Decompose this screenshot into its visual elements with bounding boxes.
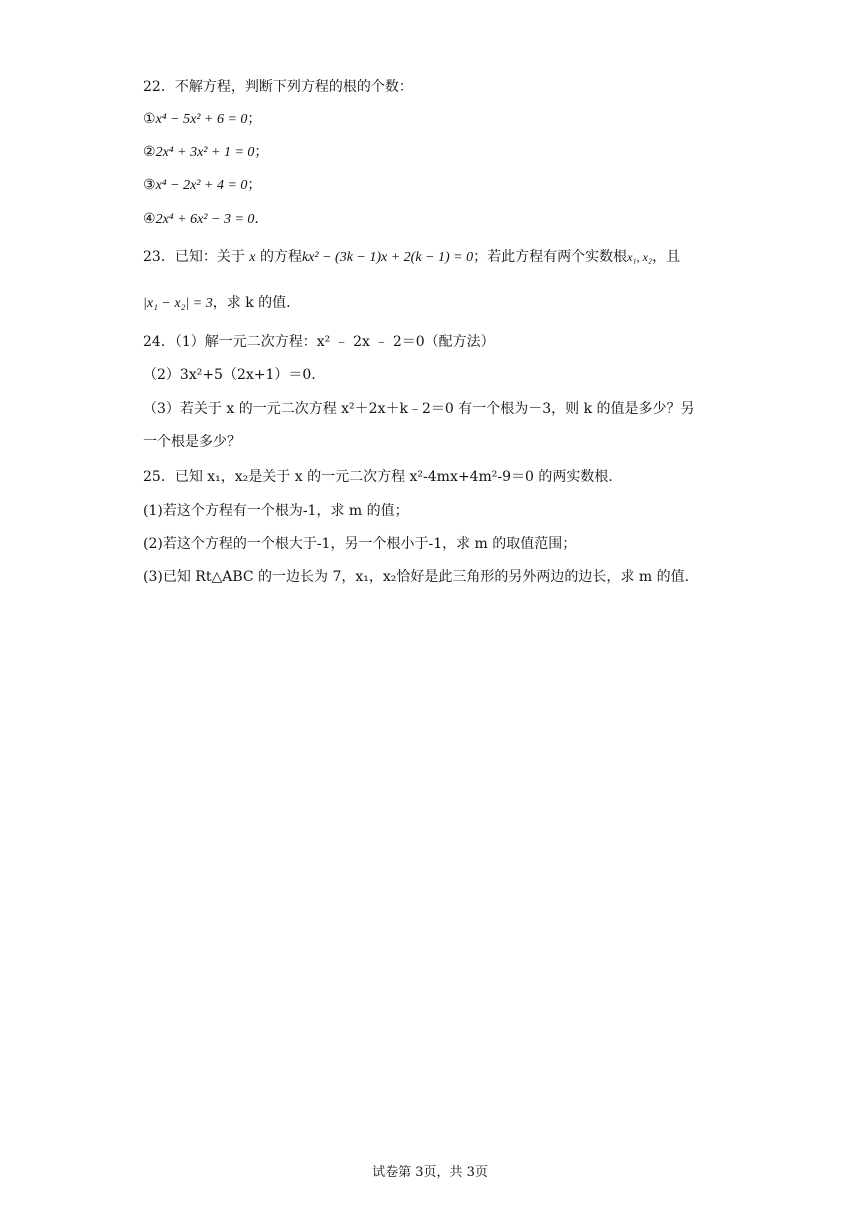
equation: x⁴ − 2x² + 4 = 0 xyxy=(155,178,248,193)
item-number: ③ xyxy=(143,177,156,193)
q25-sub-2: (2)若这个方程的一个根大于-1，另一个根小于-1，求 m 的取值范围； xyxy=(143,536,577,552)
q22-item-4 xyxy=(143,210,268,229)
q22-intro: 22．不解方程，判断下列方程的根的个数： xyxy=(143,79,413,95)
q23-text-d: ，且 xyxy=(652,249,681,265)
item-number: ① xyxy=(143,111,156,127)
item-end: ． xyxy=(254,211,269,227)
page-footer: 试卷第 3页，共 3页 xyxy=(372,1165,488,1180)
equation: x⁴ − 5x² + 6 = 0 xyxy=(155,112,248,127)
q23-text-e: ，求 k 的值. xyxy=(212,295,291,311)
q23-equation: kx² − (3k − 1)x + 2(k − 1) = 0 xyxy=(301,250,474,265)
q22-item-1 xyxy=(143,110,261,129)
equation: 2x⁴ + 6x² − 3 = 0 xyxy=(155,212,255,227)
q23-text-a: 23．已知：关于 xyxy=(143,249,245,265)
q23-text-c: ；若此方程有两个实数根 xyxy=(473,249,628,265)
q25-sub-1: (1)若这个方程有一个根为-1，求 m 的值； xyxy=(143,503,409,519)
q22-item-2 xyxy=(143,143,268,162)
item-end: ； xyxy=(247,177,262,193)
q24-part-1: 24．（1）解一元二次方程：x² ﹣ 2x ﹣ 2＝0（配方法） xyxy=(143,334,495,350)
q23-text-b: 的方程 xyxy=(259,249,302,265)
item-number: ② xyxy=(143,144,156,160)
item-end: ； xyxy=(254,144,269,160)
q24-part-3-line-1: （3）若关于 x 的一元二次方程 x²＋2x＋k﹣2＝0 有一个根为－3，则 k 的值是多少？另 xyxy=(143,401,695,417)
variable-x: x xyxy=(249,250,256,265)
q23-line-2 xyxy=(143,294,291,313)
equation: 2x⁴ + 3x² + 1 = 0 xyxy=(155,145,255,160)
q22-item-3 xyxy=(143,176,261,195)
q23-line-1 xyxy=(143,248,680,267)
q23-roots: x₁, x₂ xyxy=(627,250,653,264)
q25-sub-3: (3)已知 Rt△ABC 的一边长为 7，x₁，x₂恰好是此三角形的另外两边的边长，求 m 的值. xyxy=(143,569,690,585)
item-number: ④ xyxy=(143,211,156,227)
item-end: ； xyxy=(247,111,262,127)
q25-intro: 25．已知 x₁，x₂是关于 x 的一元二次方程 x²-4mx+4m²-9＝0 的两实数根. xyxy=(143,469,613,485)
q24-part-2: （2）3x²+5（2x+1）＝0. xyxy=(143,367,316,383)
q24-part-3-line-2: 一个根是多少？ xyxy=(143,434,241,450)
q23-condition: |x₁ − x₂| = 3 xyxy=(143,296,213,311)
